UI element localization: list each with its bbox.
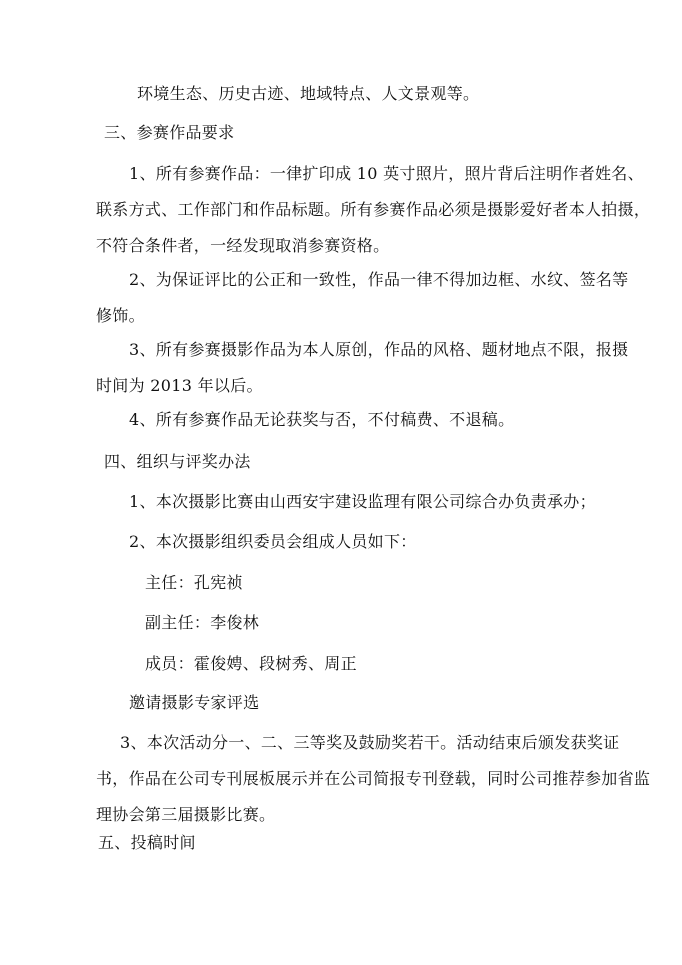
section-3-item-1 [96, 164, 650, 256]
section-3-item-4: 4、所有参赛作品无论获奖与否，不付稿费、不退稿。 [129, 410, 515, 429]
paragraph-line: 不符合条件者，一经发现取消参赛资格。 [96, 236, 390, 255]
paragraph-line: 3、本次活动分一、二、三等奖及鼓励奖若干。活动结束后颁发获奖证 [120, 733, 620, 752]
paragraph-line: 理协会第三届摄影比赛。 [96, 805, 276, 824]
paragraph-line: 联系方式、工作部门和作品标题。所有参赛作品必须是摄影爱好者本人拍摄， [96, 200, 651, 219]
section-3-item-3 [96, 340, 628, 396]
intro-line: 环境生态、历史古迹、地域特点、人文景观等。 [137, 84, 480, 103]
invited-experts-line: 邀请摄影专家评选 [129, 693, 260, 712]
section-5-heading: 五、投稿时间 [98, 833, 196, 852]
paragraph-line: 1、所有参赛作品：一律扩印成 10 英寸照片，照片背后注明作者姓名、 [129, 164, 644, 183]
paragraph-line: 书，作品在公司专刊展板展示并在公司简报专刊登载，同时公司推荐参加省监 [96, 769, 651, 788]
committee-director: 主任：孔宪祯 [145, 573, 243, 592]
paragraph-line: 2、为保证评比的公正和一致性，作品一律不得加边框、水纹、签名等 [129, 270, 629, 289]
paragraph-line: 时间为 2013 年以后。 [96, 376, 263, 395]
section-4-heading: 四、组织与评奖办法 [104, 452, 251, 471]
section-4-item-3 [96, 733, 650, 825]
section-4-item-2: 2、本次摄影组织委员会组成人员如下： [129, 532, 417, 551]
paragraph-line: 3、所有参赛摄影作品为本人原创，作品的风格、题材地点不限，报摄 [129, 340, 629, 359]
section-3-heading: 三、参赛作品要求 [104, 123, 235, 142]
paragraph-line: 修饰。 [96, 306, 145, 325]
committee-members: 成员：霍俊娉、段树秀、周正 [145, 654, 357, 673]
section-3-item-2 [96, 270, 628, 326]
section-4-item-1: 1、本次摄影比赛由山西安宇建设监理有限公司综合办负责承办； [129, 492, 596, 511]
committee-deputy-director: 副主任：李俊林 [145, 613, 260, 632]
